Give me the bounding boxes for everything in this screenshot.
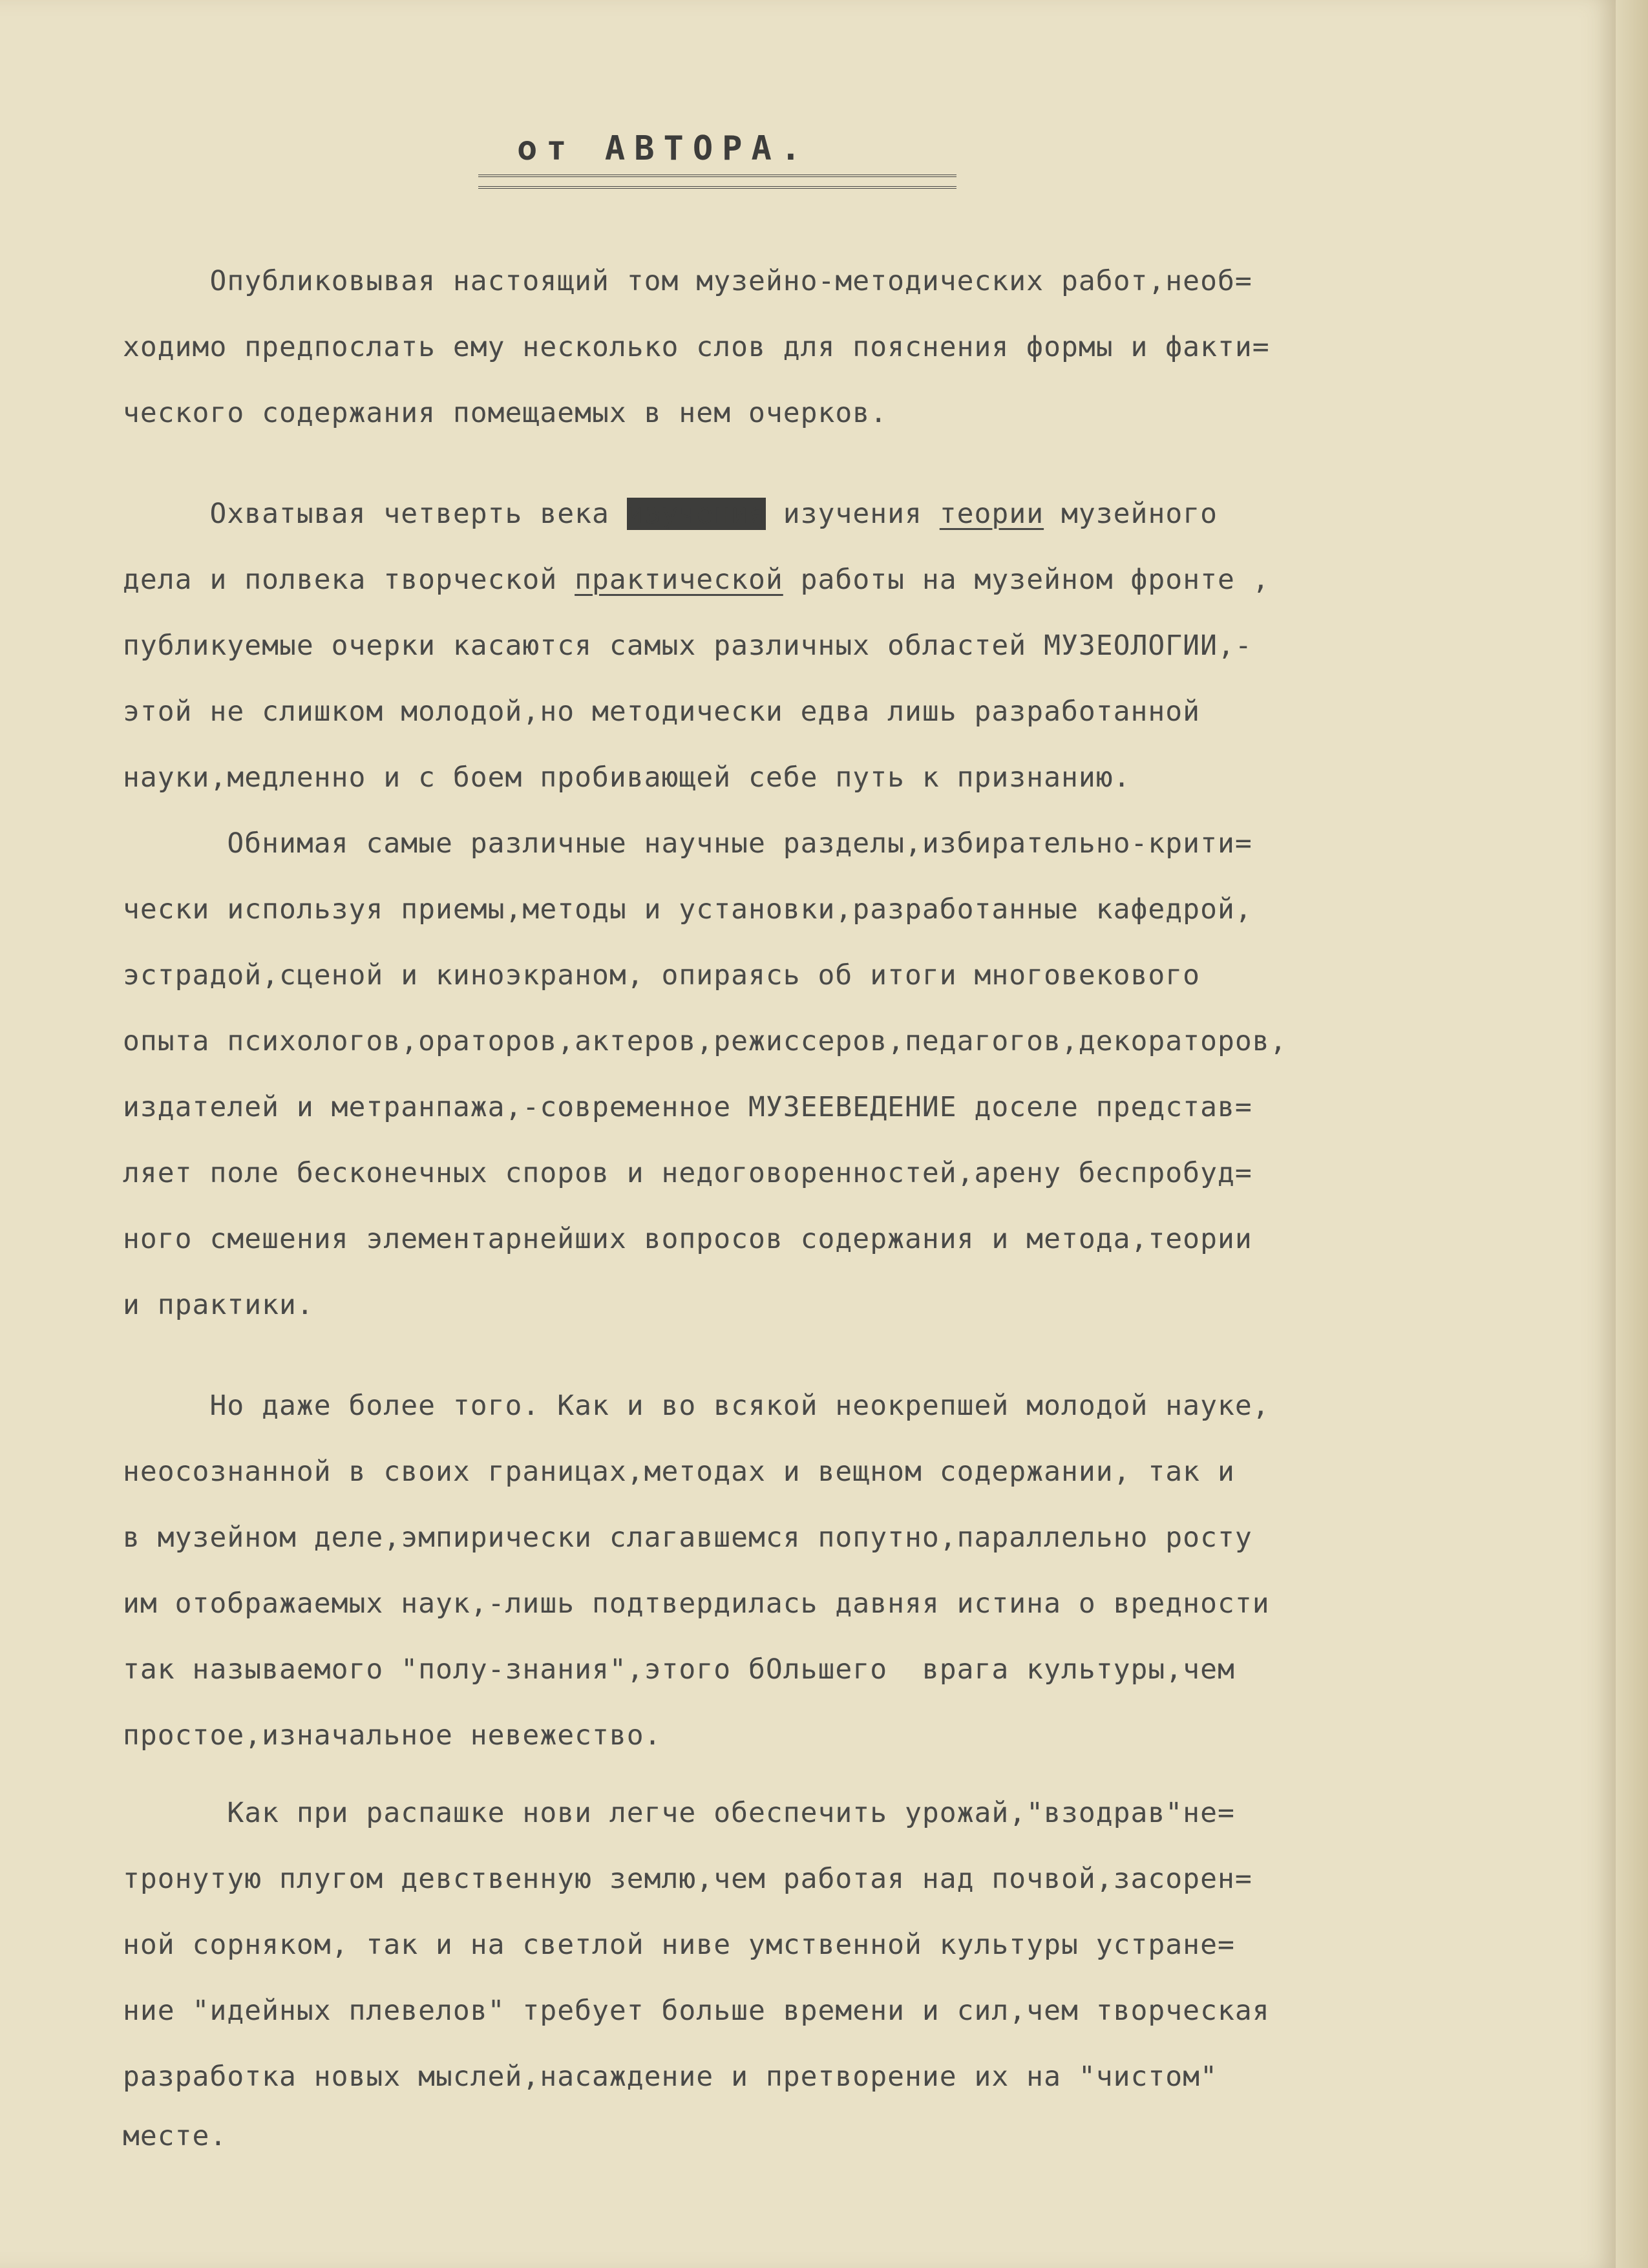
text-line: и практики. — [123, 1289, 314, 1321]
text-fragment: работы на музейном фронте , — [783, 564, 1270, 596]
text-line: этой не слишком молодой,но методически едва лишь разработанной — [123, 695, 1201, 728]
text-line: месте. — [123, 2120, 227, 2152]
text-line: неосознанной в своих границах,методах и вещном содержании, так и — [123, 1456, 1235, 1488]
text-fragment: Охватывая четверть века — [123, 498, 627, 530]
text-line: разработка новых мыслей,насаждение и претворение их на "чистом" — [123, 2061, 1218, 2093]
text-line: чески используя приемы,методы и установки,разработанные кафедрой, — [123, 893, 1252, 926]
text-line: ходимо предпослать ему несколько слов для пояснения формы и факти= — [123, 331, 1270, 363]
text-line: ляет поле бесконечных споров и недоговоренностей,арену беспробуд= — [123, 1157, 1252, 1189]
struck-out-word: изучения — [626, 498, 766, 530]
text-line: ние "идейных плевелов" требует больше времени и сил,чем творческая — [123, 1995, 1270, 2027]
text-line: тронутую плугом девственную землю,чем работая над почвой,засорен= — [123, 1863, 1252, 1895]
text-line: Но даже более того. Как и во всякой неокрепшей молодой науке, — [123, 1390, 1270, 1422]
underlined-word: практической — [575, 564, 783, 596]
text-line: эстрадой,сценой и киноэкраном, опираясь об итоги многовекового — [123, 959, 1201, 991]
text-line: Как при распашке нови легче обеспечить урожай,"взодрав"не= — [123, 1797, 1235, 1829]
text-line: в музейном деле,эмпирически слагавшемся попутно,параллельно росту — [123, 1521, 1252, 1554]
text-line-composite — [123, 564, 1270, 596]
text-line: так называемого "полу-знания",этого бОльшего врага культуры,чем — [123, 1653, 1235, 1686]
page-title: от АВТОРА. — [517, 129, 810, 168]
text-line: ной сорняком, так и на светлой ниве умственной культуры устране= — [123, 1929, 1235, 1961]
text-line: им отображаемых наук,-лишь подтвердилась давняя истина о вредности — [123, 1587, 1270, 1620]
text-line: простое,изначальное невежество. — [123, 1719, 662, 1752]
text-line: опыта психологов,ораторов,актеров,режиссеров,педагогов,декораторов, — [123, 1025, 1287, 1057]
text-fragment: изучения — [765, 498, 940, 530]
text-line: ческого содержания помещаемых в нем очерков. — [123, 397, 888, 429]
text-line: науки,медленно и с боем пробивающей себе путь к признанию. — [123, 761, 1131, 794]
text-line-composite — [123, 498, 1218, 530]
text-fragment: музейного — [1044, 498, 1218, 530]
text-line: Опубликовывая настоящий том музейно-методических работ,необ= — [123, 265, 1252, 297]
text-line: издателей и метранпажа,-современное МУЗЕЕВЕДЕНИЕ доселе представ= — [123, 1091, 1252, 1123]
text-line: Обнимая самые различные научные разделы,избирательно-крити= — [123, 827, 1252, 860]
text-line: ного смешения элементарнейших вопросов содержания и метода,теории — [123, 1223, 1252, 1255]
text-fragment: дела и полвека творческой — [123, 564, 575, 596]
text-line: публикуемые очерки касаются самых различных областей МУЗЕОЛОГИИ,- — [123, 630, 1252, 662]
title-double-underline — [478, 175, 956, 189]
underlined-word: теории — [939, 498, 1044, 530]
